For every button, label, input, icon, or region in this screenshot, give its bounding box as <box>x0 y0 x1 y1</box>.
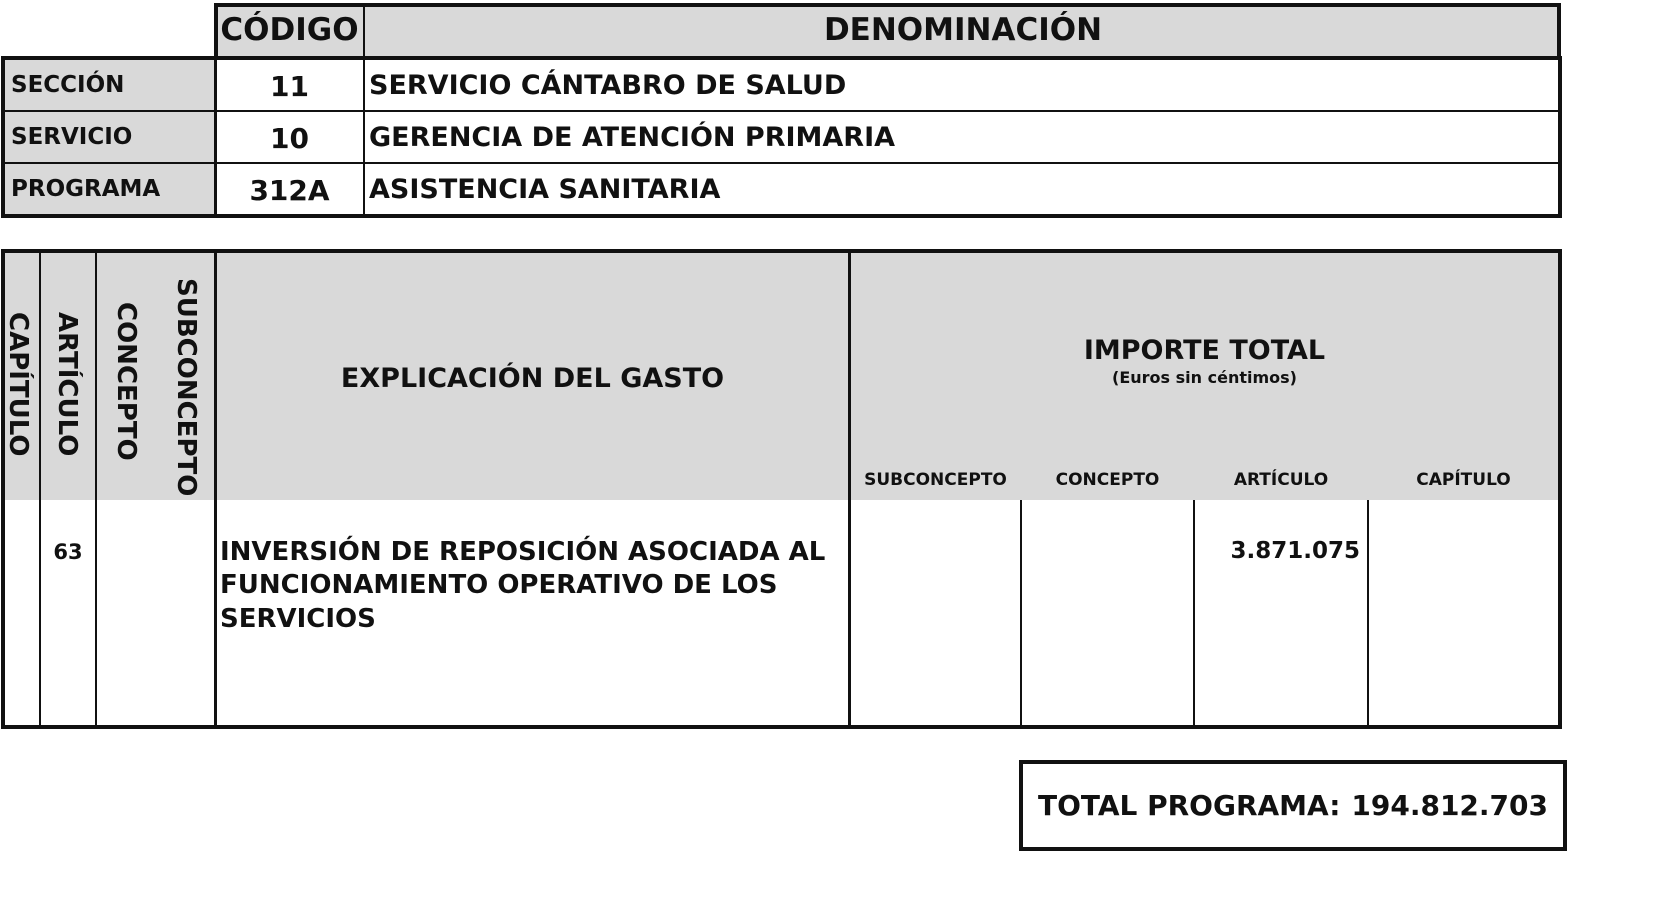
importe-col-capitulo: CAPÍTULO <box>1416 470 1511 490</box>
col-subconcepto-header: SUBCONCEPTO <box>171 278 201 497</box>
col-articulo-header: ARTÍCULO <box>52 312 82 457</box>
importe-col-subconcepto: SUBCONCEPTO <box>864 470 1007 490</box>
programa-code: 312A <box>249 174 330 207</box>
col-explicacion-header: EXPLICACIÓN DEL GASTO <box>340 363 725 394</box>
col-concepto-header: CONCEPTO <box>111 302 141 461</box>
row-articulo: 63 <box>53 540 83 564</box>
servicio-code: 10 <box>270 122 309 155</box>
seccion-code: 11 <box>270 70 309 103</box>
row-explicacion-line-1: INVERSIÓN DE REPOSICIÓN ASOCIADA AL <box>220 537 826 567</box>
importe-col-articulo: ARTÍCULO <box>1233 470 1329 490</box>
seccion-name: SERVICIO CÁNTABRO DE SALUD <box>369 70 847 101</box>
row-explicacion-line-2: FUNCIONAMIENTO OPERATIVO DE LOS <box>220 570 778 600</box>
programa-name: ASISTENCIA SANITARIA <box>369 174 721 205</box>
total-programa-value: 194.812.703 <box>1351 789 1548 822</box>
servicio-name: GERENCIA DE ATENCIÓN PRIMARIA <box>369 122 896 153</box>
codigo-header: CÓDIGO <box>220 12 359 48</box>
importe-total-title: IMPORTE TOTAL <box>1083 335 1326 366</box>
col-capitulo-header: CAPÍTULO <box>3 312 33 457</box>
importe-col-concepto: CONCEPTO <box>1055 470 1160 490</box>
servicio-label: SERVICIO <box>11 124 133 150</box>
importe-total-subtitle: (Euros sin céntimos) <box>1112 368 1297 387</box>
programa-label: PROGRAMA <box>11 176 161 202</box>
seccion-label: SECCIÓN <box>11 72 125 98</box>
row-explicacion-line-3: SERVICIOS <box>220 604 376 634</box>
row-importe-articulo: 3.871.075 <box>1230 538 1360 564</box>
total-programa-label: TOTAL PROGRAMA: <box>1038 789 1341 822</box>
denominacion-header: DENOMINACIÓN <box>823 12 1103 48</box>
